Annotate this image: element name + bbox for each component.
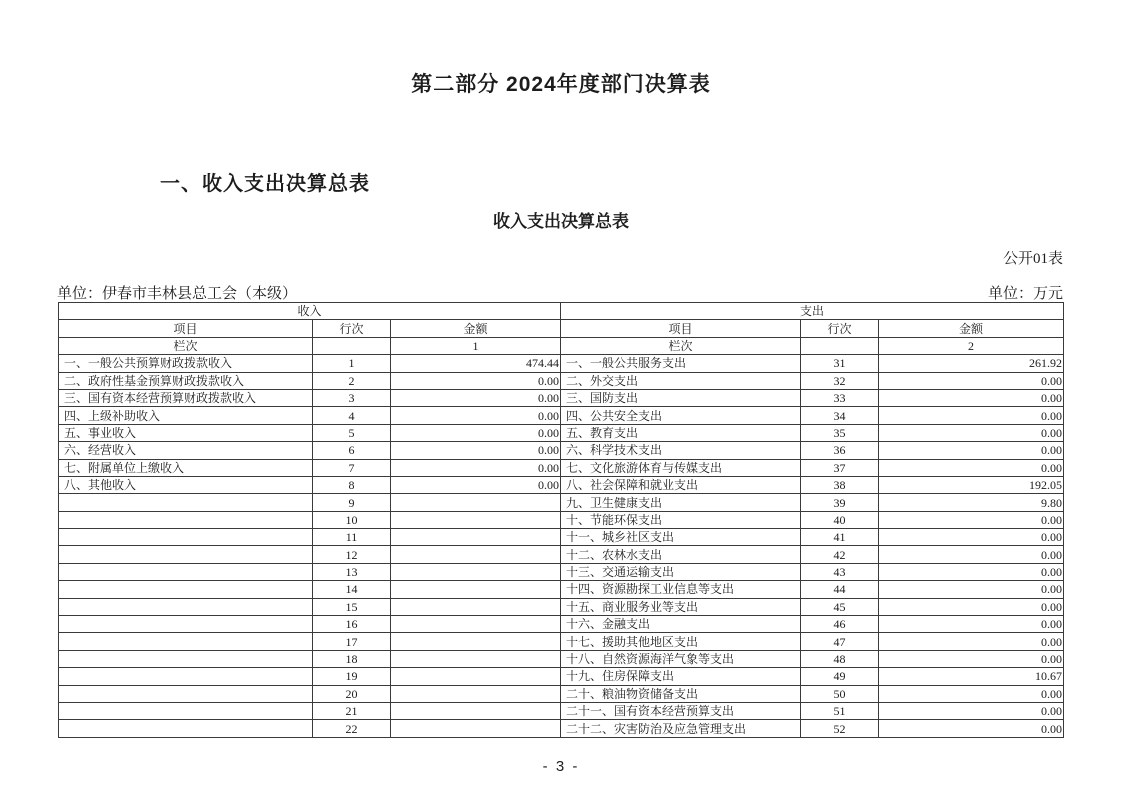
income-rownum-cell: 8 [313,476,391,493]
expense-rownum-cell: 47 [801,633,879,650]
income-rownum-cell: 9 [313,494,391,511]
income-amount-cell [391,668,561,685]
table-row [59,633,1064,650]
expense-item-cell: 二十一、国有资本经营预算支出 [561,703,801,720]
unit-name-label: 单位：伊春市丰林县总工会（本级） [57,286,298,302]
expense-colindex-value: 2 [879,337,1064,354]
table-row [59,476,1064,493]
income-amount-cell [391,650,561,667]
income-colindex-label: 栏次 [59,337,313,354]
expense-amount-cell: 0.00 [879,459,1064,476]
income-colindex-value: 1 [391,337,561,354]
income-item-header: 项目 [59,320,313,337]
table-row [59,720,1064,738]
income-amount-cell: 0.00 [391,389,561,406]
income-rownum-cell: 12 [313,546,391,563]
income-section-header: 收入 [59,303,561,320]
income-item-cell: 五、事业收入 [59,424,313,441]
income-rownum-cell: 7 [313,459,391,476]
expense-amount-cell: 0.00 [879,616,1064,633]
income-amount-cell [391,616,561,633]
income-amount-cell [391,703,561,720]
page-number: - 3 - [542,758,580,775]
income-rownum-cell: 6 [313,442,391,459]
expense-rownum-cell: 34 [801,407,879,424]
income-item-cell: 六、经营收入 [59,442,313,459]
expense-amount-cell: 10.67 [879,668,1064,685]
expense-rownum-cell: 33 [801,389,879,406]
table-row [59,424,1064,441]
income-colindex-blank [313,337,391,354]
income-amount-cell [391,546,561,563]
income-rownum-cell: 5 [313,424,391,441]
expense-item-cell: 十五、商业服务业等支出 [561,598,801,615]
table-row [59,703,1064,720]
income-item-cell [59,650,313,667]
table-body [59,355,1064,738]
expense-item-cell: 十八、自然资源海洋气象等支出 [561,650,801,667]
income-amount-cell: 0.00 [391,407,561,424]
income-rownum-header: 行次 [313,320,391,337]
expense-rownum-header: 行次 [801,320,879,337]
expense-amount-cell: 0.00 [879,372,1064,389]
expense-amount-cell: 0.00 [879,598,1064,615]
expense-amount-cell: 0.00 [879,633,1064,650]
expense-amount-cell: 9.80 [879,494,1064,511]
expense-rownum-cell: 49 [801,668,879,685]
income-rownum-cell: 19 [313,668,391,685]
expense-amount-cell: 0.00 [879,563,1064,580]
table-row [59,389,1064,406]
expense-rownum-cell: 37 [801,459,879,476]
income-amount-cell [391,685,561,702]
table-row [59,598,1064,615]
income-amount-cell [391,511,561,528]
table-row [59,407,1064,424]
income-rownum-cell: 22 [313,720,391,738]
income-rownum-cell: 2 [313,372,391,389]
table-row [59,650,1064,667]
income-rownum-cell: 20 [313,685,391,702]
expense-amount-cell: 261.92 [879,355,1064,372]
income-amount-cell [391,633,561,650]
income-rownum-cell: 10 [313,511,391,528]
income-item-cell [59,598,313,615]
table-row [59,372,1064,389]
income-item-cell [59,581,313,598]
income-item-cell: 七、附属单位上缴收入 [59,459,313,476]
expense-item-cell: 五、教育支出 [561,424,801,441]
income-amount-cell [391,529,561,546]
expense-rownum-cell: 46 [801,616,879,633]
income-amount-cell [391,581,561,598]
expense-amount-cell: 192.05 [879,476,1064,493]
expense-item-cell: 十四、资源勘探工业信息等支出 [561,581,801,598]
income-item-cell [59,703,313,720]
income-amount-cell [391,494,561,511]
income-item-cell: 三、国有资本经营预算财政拨款收入 [59,389,313,406]
income-expense-table [58,302,1064,738]
section-heading: 一、收入支出决算总表 [160,173,370,195]
table-row [59,529,1064,546]
expense-rownum-cell: 32 [801,372,879,389]
unit-measure-label: 单位：万元 [987,286,1063,302]
table-row [59,459,1064,476]
expense-item-cell: 二、外交支出 [561,372,801,389]
expense-rownum-cell: 41 [801,529,879,546]
table-row [59,685,1064,702]
table-row [59,355,1064,372]
income-amount-cell: 0.00 [391,372,561,389]
income-item-cell [59,494,313,511]
table-row [59,616,1064,633]
income-rownum-cell: 13 [313,563,391,580]
expense-item-cell: 九、卫生健康支出 [561,494,801,511]
expense-item-cell: 一、一般公共服务支出 [561,355,801,372]
expense-item-cell: 十六、金融支出 [561,616,801,633]
income-rownum-cell: 3 [313,389,391,406]
table-row [59,668,1064,685]
expense-item-cell: 六、科学技术支出 [561,442,801,459]
income-item-cell [59,633,313,650]
expense-amount-cell: 0.00 [879,720,1064,738]
expense-amount-header: 金额 [879,320,1064,337]
income-item-cell [59,563,313,580]
expense-rownum-cell: 51 [801,703,879,720]
income-rownum-cell: 16 [313,616,391,633]
expense-item-cell: 三、国防支出 [561,389,801,406]
income-item-cell [59,720,313,738]
expense-amount-cell: 0.00 [879,546,1064,563]
expense-amount-cell: 0.00 [879,511,1064,528]
table-row [59,511,1064,528]
expense-amount-cell: 0.00 [879,442,1064,459]
table-column-header-row [59,320,1064,337]
table-row [59,581,1064,598]
expense-item-cell: 十二、农林水支出 [561,546,801,563]
expense-colindex-label: 栏次 [561,337,801,354]
expense-amount-cell: 0.00 [879,424,1064,441]
form-number-label: 公开01表 [1002,251,1063,267]
income-item-cell: 八、其他收入 [59,476,313,493]
table-title: 收入支出决算总表 [493,212,629,231]
expense-item-cell: 二十、粮油物资储备支出 [561,685,801,702]
income-rownum-cell: 15 [313,598,391,615]
expense-item-cell: 十、节能环保支出 [561,511,801,528]
income-item-cell: 四、上级补助收入 [59,407,313,424]
expense-amount-cell: 0.00 [879,650,1064,667]
expense-item-cell: 十三、交通运输支出 [561,563,801,580]
table-row [59,442,1064,459]
income-rownum-cell: 14 [313,581,391,598]
expense-rownum-cell: 52 [801,720,879,738]
income-item-cell [59,546,313,563]
income-amount-cell: 0.00 [391,424,561,441]
expense-rownum-cell: 48 [801,650,879,667]
expense-rownum-cell: 43 [801,563,879,580]
table-row [59,494,1064,511]
expense-rownum-cell: 38 [801,476,879,493]
expense-rownum-cell: 50 [801,685,879,702]
expense-item-cell: 二十二、灾害防治及应急管理支出 [561,720,801,738]
income-amount-cell: 0.00 [391,476,561,493]
expense-amount-cell: 0.00 [879,529,1064,546]
income-rownum-cell: 4 [313,407,391,424]
income-item-cell: 二、政府性基金预算财政拨款收入 [59,372,313,389]
expense-amount-cell: 0.00 [879,581,1064,598]
table-row [59,546,1064,563]
expense-item-cell: 十九、住房保障支出 [561,668,801,685]
table-column-index-row [59,337,1064,354]
expense-colindex-blank [801,337,879,354]
expense-rownum-cell: 35 [801,424,879,441]
expense-amount-cell: 0.00 [879,407,1064,424]
income-amount-cell: 474.44 [391,355,561,372]
expense-item-cell: 四、公共安全支出 [561,407,801,424]
expense-item-header: 项目 [561,320,801,337]
income-amount-cell [391,598,561,615]
income-amount-header: 金额 [391,320,561,337]
expense-rownum-cell: 40 [801,511,879,528]
expense-rownum-cell: 36 [801,442,879,459]
income-amount-cell: 0.00 [391,442,561,459]
table-section-header-row [59,303,1064,320]
income-item-cell [59,616,313,633]
expense-rownum-cell: 44 [801,581,879,598]
expense-amount-cell: 0.00 [879,685,1064,702]
income-rownum-cell: 17 [313,633,391,650]
main-title: 第二部分 2024年度部门决算表 [411,73,711,96]
expense-section-header: 支出 [561,303,1064,320]
expense-item-cell: 七、文化旅游体育与传媒支出 [561,459,801,476]
income-rownum-cell: 11 [313,529,391,546]
income-rownum-cell: 18 [313,650,391,667]
income-item-cell: 一、一般公共预算财政拨款收入 [59,355,313,372]
expense-item-cell: 十七、援助其他地区支出 [561,633,801,650]
expense-rownum-cell: 39 [801,494,879,511]
income-amount-cell: 0.00 [391,459,561,476]
income-rownum-cell: 1 [313,355,391,372]
expense-rownum-cell: 42 [801,546,879,563]
income-item-cell [59,529,313,546]
expense-rownum-cell: 31 [801,355,879,372]
income-item-cell [59,668,313,685]
income-amount-cell [391,563,561,580]
expense-item-cell: 十一、城乡社区支出 [561,529,801,546]
expense-amount-cell: 0.00 [879,389,1064,406]
table-row [59,563,1064,580]
income-item-cell [59,511,313,528]
expense-amount-cell: 0.00 [879,703,1064,720]
expense-item-cell: 八、社会保障和就业支出 [561,476,801,493]
income-rownum-cell: 21 [313,703,391,720]
expense-rownum-cell: 45 [801,598,879,615]
income-item-cell [59,685,313,702]
income-amount-cell [391,720,561,738]
